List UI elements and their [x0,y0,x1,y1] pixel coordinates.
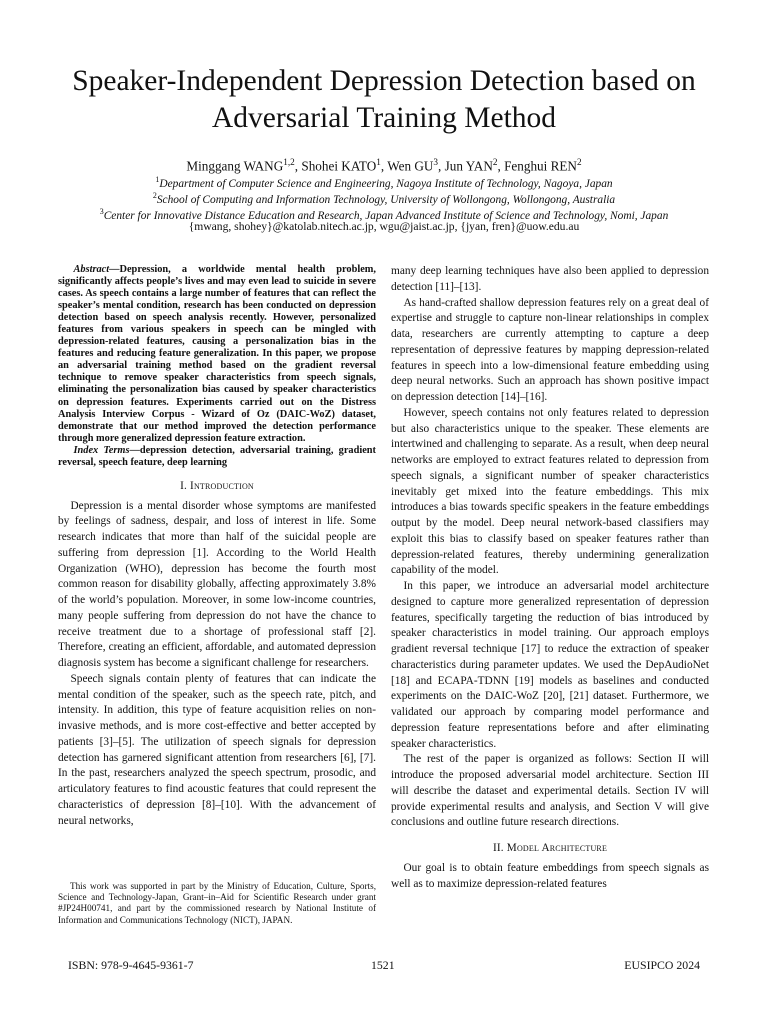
body-paragraph: However, speech contains not only features related to depression but also characteristics unique to the speaker. These elements are intertwined and challenging to separate. As a result, when deep neural networks are employed to extract features related to depression from speech signals, a significant number of speaker characteristics inevitably get mixed into the feature embeddings. This mix introduces a bias towards specific speakers in the feature embeddings output by the model. Deep neural network-based classifiers may exploit this bias to classify based on speaker features rather than depression-related features, thereby undermining generalization capability of the model. [391,406,709,577]
affiliation-text: Department of Computer Science and Engineering, Nagoya Institute of Technology, Nagoya, Japan [159,177,613,190]
funding-footnote: This work was supported in part by the Ministry of Education, Culture, Sports, Science and Technology-Japan, Grant–in–Aid for Scientific Research under grant #JP24H00741, and part by the commissioned research by National Institute of Information and Communications Technology (NICT), JAPAN. [58,881,376,925]
body-paragraph: Our goal is to obtain feature embeddings from speech signals as well as to maximize depression-related features [391,861,709,890]
affiliation-marker: 1 [155,175,160,184]
body-paragraph: Depression is a mental disorder whose symptoms are manifested by feelings of sadness, despair, and loss of interest in life. Some research indicates that more than half of the suicidal people are suffering from depression [1]. According to the World Health Organization (WHO), depression has become the fourth most common reason for disability globally, affecting approximately 3.8% of the world’s population. Moreover, in some low-income countries, many people suffering from depression do not have the chance to receive treatment due to a shortage of professional staff [2]. Therefore, creating an efficient, affordable, and automated depression diagnosis system has become a significant challenge for researchers. [58,499,376,670]
right-column [391,264,709,892]
section-number: I. [180,479,188,492]
index-terms [58,445,376,469]
author: Minggang WANG [186,158,284,174]
abstract-label: Abstract [73,264,110,275]
affiliation-text: Center for Innovative Distance Education and Research, Japan Advanced Institute of Science and Technology, Nomi, Japan [103,209,669,222]
section-title: Model Architecture [506,842,608,854]
abstract-text: —Depression, a worldwide mental health problem, significantly affects people’s lives and may even lead to suicide in severe cases. As speech contains a large number of features that can reflect the speaker’s mental condition, research has been conducted on depression detection based on speech analysis recently. However, personalized features from various speakers in speech can be mingled with depression-related features, causing a personalization bias in the features and reducing feature generalization. In this paper, we propose an adversarial training method based on the gradient reversal technique to remove speaker characteristics from speech signals, eliminating the personalization bias caused by speaker characteristics on depression features. Experiments carried out on the Distress Analysis Interview Corpus - Wizard of Oz (DAIC-WoZ) dataset, demonstrate that our method improved the detection performance through more generalized depression feature extraction. [58,264,376,444]
author-affil-marker: 1 [376,157,381,167]
author: Shohei KATO [301,158,377,174]
author-affil-marker: 1,2 [283,157,295,167]
index-terms-text: —depression detection, adversarial training, gradient reversal, speech feature, deep learning [58,444,376,468]
body-paragraph: Speech signals contain plenty of features that can indicate the mental condition of the speaker, such as the speech rate, pitch, and intensity. In addition, this type of feature acquisition relies on non-invasive methods, and is more cost-effective and better accepted by patients [3]–[5]. The utilization of speech signals for depression detection has garnered significant attention from researchers [6], [7]. In the past, researchers analyzed the speech spectrum, prosodic, and articulatory features to find acoustic features that could represent the characteristics of depression [8]–[10]. With the advancement of neural networks, [58,672,376,827]
left-column [58,264,376,829]
body-paragraph: As hand-crafted shallow depression features rely on a great deal of expertise and struggle to capture non-linear relationships in complex data, researchers are currently attempting to capture a deep representation of depressive features by mapping depression-related features in speech into a low-dimensional feature embedding using deep neural networks. Such an approach has shown positive impact on depression detection [14]–[16]. [391,296,709,403]
author: Jun YAN [444,158,493,174]
author: Fenghui REN [504,158,577,174]
footer-page-number: 1521 [371,958,395,972]
affiliation-text: School of Computing and Information Technology, University of Wollongong, Wollongong, Australia [156,193,616,206]
section-heading-introduction [58,479,376,495]
author-affil-marker: 2 [492,157,498,167]
author-affil-marker: 3 [433,157,439,167]
affiliation-marker: 2 [152,191,157,200]
footer-conference: EUSIPCO 2024 [624,958,700,972]
section-number: II. [492,842,504,854]
section-title: Introduction [190,479,254,492]
author-emails: {mwang, shohey}@katolab.nitech.ac.jp, wgu@jaist.ac.jp, {jyan, fren}@uow.edu.au [188,220,580,233]
author-affil-marker: 2 [576,157,582,167]
body-paragraph: many deep learning techniques have also been applied to depression detection [11]–[13]. [391,265,709,293]
footer-isbn: ISBN: 978-9-4645-9361-7 [68,958,194,972]
affiliation-marker: 3 [99,207,104,216]
abstract [58,264,376,445]
body-paragraph: In this paper, we introduce an adversarial model architecture designed to capture more generalized representation of depression features, specifically targeting the reduction of bias introduced by speaker characteristics in model training. Our approach employs gradient reversal technique [17] to reduce the extraction of speaker characteristics during parameter updates. We used the DepAudioNet [18] and ECAPA-TDNN [19] models as baselines and conducted experiments on the DAIC-WoZ [20], [21] dataset. Furthermore, we validated our approach by comparing model performance and depression feature representations before and after eliminating speaker characteristics. [391,580,709,750]
index-terms-label: Index Terms [73,444,130,456]
author: Wen GU [387,158,434,174]
author-list: Minggang WANG$^{1,2}$, Shohei KATO$^1$, Wen $GU^3$, Jun YAN$^2$, Fenghui REN$^2$ [186,157,582,174]
body-paragraph: The rest of the paper is organized as follows: Section II will introduce the proposed adversarial model architecture. Section III will describe the dataset and experimental details. Section IV will provide experimental results and analysis, and Section V will give conclusions and outline future research directions. [391,753,709,829]
section-heading-model-architecture [391,841,709,857]
paper-title: Speaker-Independent Depression Detection based on Adversarial Training Method [72,65,696,134]
